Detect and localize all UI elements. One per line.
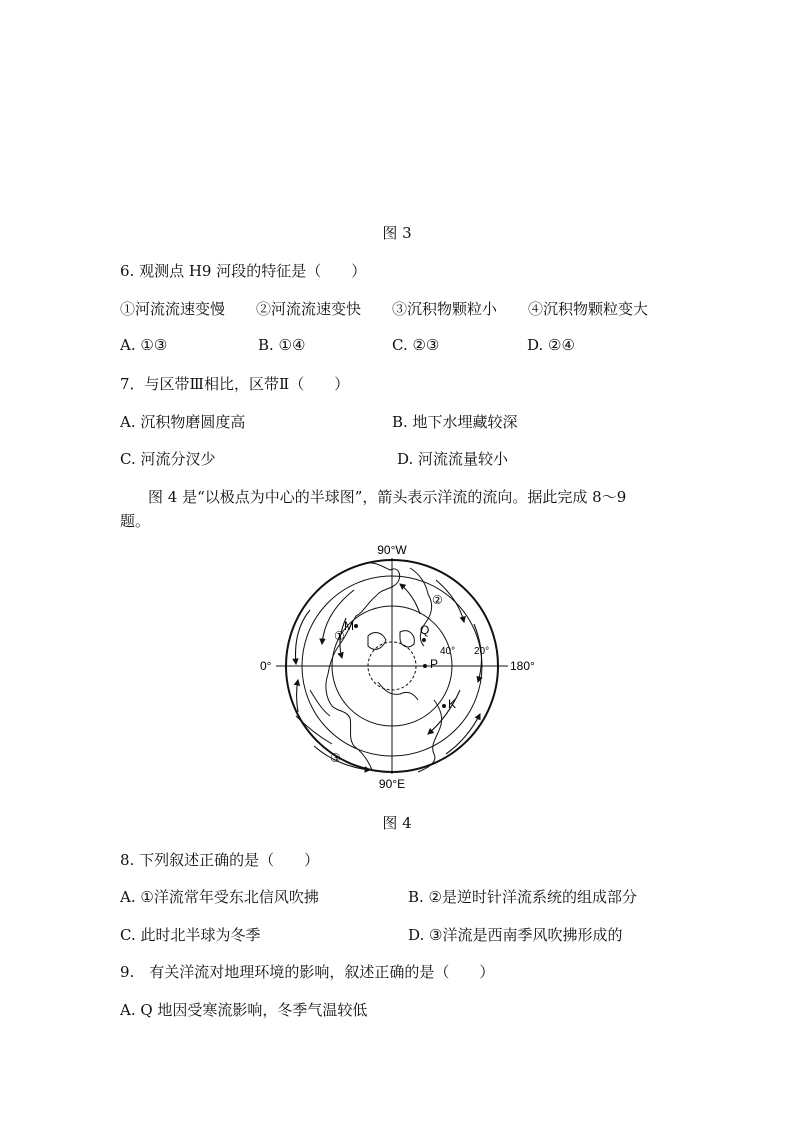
q6-statement-4: ④沉积物颗粒变大 — [528, 300, 649, 318]
figure-4-map — [250, 540, 550, 796]
question-9-stem: 9. 有关洋流对地理环境的影响，叙述正确的是（ ） — [120, 963, 495, 981]
figure-4-caption: 图 4 — [382, 814, 412, 832]
label-point-p: P — [430, 657, 439, 671]
label-90e: 90°E — [378, 777, 406, 791]
q8-option-d: D. ③洋流是西南季风吹拂形成的 — [408, 926, 623, 944]
q8-option-a: A. ①洋流常年受东北信风吹拂 — [120, 888, 319, 906]
label-point-m: M — [344, 619, 354, 633]
q7-option-c: C. 河流分汊少 — [120, 450, 216, 468]
label-lat-40: 40° — [440, 646, 456, 657]
label-point-q: Q — [420, 623, 430, 637]
label-180-degree: 180° — [510, 659, 535, 673]
question-8-stem: 8. 下列叙述正确的是（ ） — [120, 851, 320, 869]
point-m-dot — [354, 624, 358, 628]
label-current-2: ② — [432, 593, 443, 607]
q7-option-a: A. 沉积物磨圆度高 — [120, 413, 246, 431]
figure-3-caption: 图 3 — [382, 224, 412, 242]
label-point-k: K — [448, 697, 457, 711]
q6-option-d: D. ②④ — [527, 336, 575, 354]
label-90w: 90°W — [377, 543, 407, 557]
intro-line-1: 图 4 是“以极点为中心的半球图”，箭头表示洋流的流向。据此完成 8～9 — [148, 488, 627, 506]
q6-statement-3: ③沉积物颗粒小 — [392, 300, 498, 318]
point-p-dot — [423, 664, 427, 668]
q9-option-a: A. Q 地因受寒流影响，冬季气温较低 — [120, 1001, 368, 1019]
q6-statement-1: ①河流流速变慢 — [120, 300, 226, 318]
label-0-degree: 0° — [260, 659, 272, 673]
q6-option-c: C. ②③ — [392, 336, 440, 354]
question-7-stem: 7．与区带Ⅲ相比，区带Ⅱ（ ） — [120, 375, 350, 393]
q7-option-d: D. 河流流量较小 — [397, 450, 509, 468]
label-lat-20: 20° — [474, 646, 490, 657]
q8-option-c: C. 此时北半球为冬季 — [120, 926, 261, 944]
question-6-stem: 6. 观测点 H9 河段的特征是（ ） — [120, 262, 367, 280]
label-current-3: ③ — [330, 751, 341, 765]
intro-line-2: 题。 — [120, 512, 151, 530]
q6-option-a: A. ①③ — [120, 336, 168, 354]
point-q-dot — [422, 638, 426, 642]
label-current-1: ① — [334, 629, 345, 643]
q8-option-b: B. ②是逆时针洋流系统的组成部分 — [408, 888, 638, 906]
q6-option-b: B. ①④ — [258, 336, 306, 354]
q6-statement-2: ②河流流速变快 — [256, 300, 362, 318]
q7-option-b: B. 地下水埋藏较深 — [392, 413, 518, 431]
point-k-dot — [442, 704, 446, 708]
